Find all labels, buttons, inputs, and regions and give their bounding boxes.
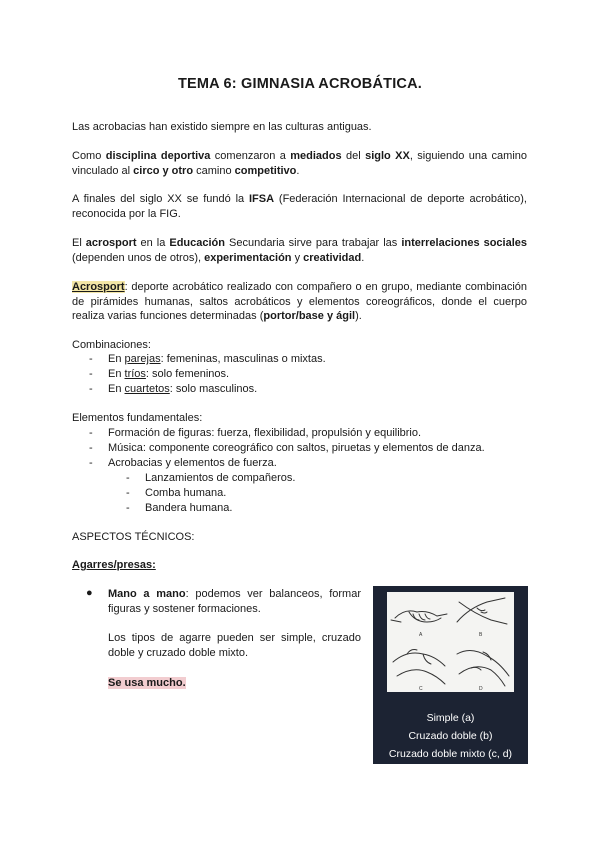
usa-mucho-note: Se usa mucho.	[108, 677, 186, 689]
caption-cruzado-doble-mixto: Cruzado doble mixto (c, d)	[388, 748, 513, 760]
list-item: - En parejas: femeninas, masculinas o mixtas.	[89, 353, 326, 365]
combinaciones-list	[89, 352, 528, 397]
caption-simple: Simple (a)	[426, 712, 475, 724]
paragraph-tipos-agarre: Los tipos de agarre pueden ser simple, cruzado doble y cruzado doble mixto.	[108, 632, 361, 659]
paragraph-ifsa: A finales del siglo XX se fundó la IFSA (Federación Internacional de deporte acrobático), reconocida por la FIG.	[72, 193, 527, 220]
caption-cruzado-doble: Cruzado doble (b)	[408, 730, 493, 742]
paragraph-disciplina: Como disciplina deportiva comenzaron a mediados del siglo XX, siguiendo una camino vinculado al circo y otro camino competitivo.	[72, 150, 527, 177]
elementos-sublist	[126, 471, 525, 516]
acrosport-term: Acrosport	[72, 281, 125, 293]
combinaciones-heading: Combinaciones:	[72, 339, 151, 351]
figure-label-c: C	[419, 686, 423, 692]
agarres-heading: Agarres/presas:	[72, 559, 156, 571]
paragraph-acrosport-definition: Acrosport: deporte acrobático realizado con compañero o en grupo, mediante combinación de pirámides humanas, saltos acrobáticos y elementos coreográficos, donde el cuerpo realiza varias funciones determinadas (portor/base y ágil).	[72, 281, 527, 322]
intro-paragraph: Las acrobacias han existido siempre en las culturas antiguas.	[72, 121, 372, 133]
paragraph-mano-a-mano: Mano a mano: podemos ver balanceos, formar figuras y sostener formaciones.	[108, 588, 361, 615]
aspectos-heading: ASPECTOS TÉCNICOS:	[72, 531, 195, 543]
figure-label-d: D	[479, 686, 483, 692]
hand-grips-drawing	[387, 592, 514, 692]
figure-label-a: A	[419, 632, 423, 638]
list-item: - Lanzamientos de compañeros.	[126, 472, 296, 484]
bullet-icon: ●	[86, 587, 93, 599]
list-item: - En cuartetos: solo masculinos.	[89, 383, 258, 395]
list-item: - En tríos: solo femeninos.	[89, 368, 230, 380]
elementos-heading: Elementos fundamentales:	[72, 412, 203, 424]
list-item: - Formación de figuras: fuerza, flexibilidad, propulsión y equilibrio.	[89, 427, 422, 439]
figure-label-b: B	[479, 632, 483, 638]
grip-types-figure	[373, 586, 528, 764]
paragraph-educacion: El acrosport en la Educación Secundaria sirve para trabajar las interrelaciones sociales (dependen unos de otros), experimentación y creatividad.	[72, 237, 527, 264]
page-title: TEMA 6: GIMNASIA ACROBÁTICA.	[177, 76, 423, 92]
list-item: - Música: componente coreográfico con saltos, piruetas y elementos de danza.	[89, 442, 485, 454]
list-item: - Comba humana.	[126, 487, 227, 499]
hand-grips-illustration	[387, 592, 514, 692]
elementos-list	[89, 426, 528, 471]
list-item: - Bandera humana.	[126, 502, 233, 514]
list-item: - Acrobacias y elementos de fuerza.	[89, 457, 277, 469]
